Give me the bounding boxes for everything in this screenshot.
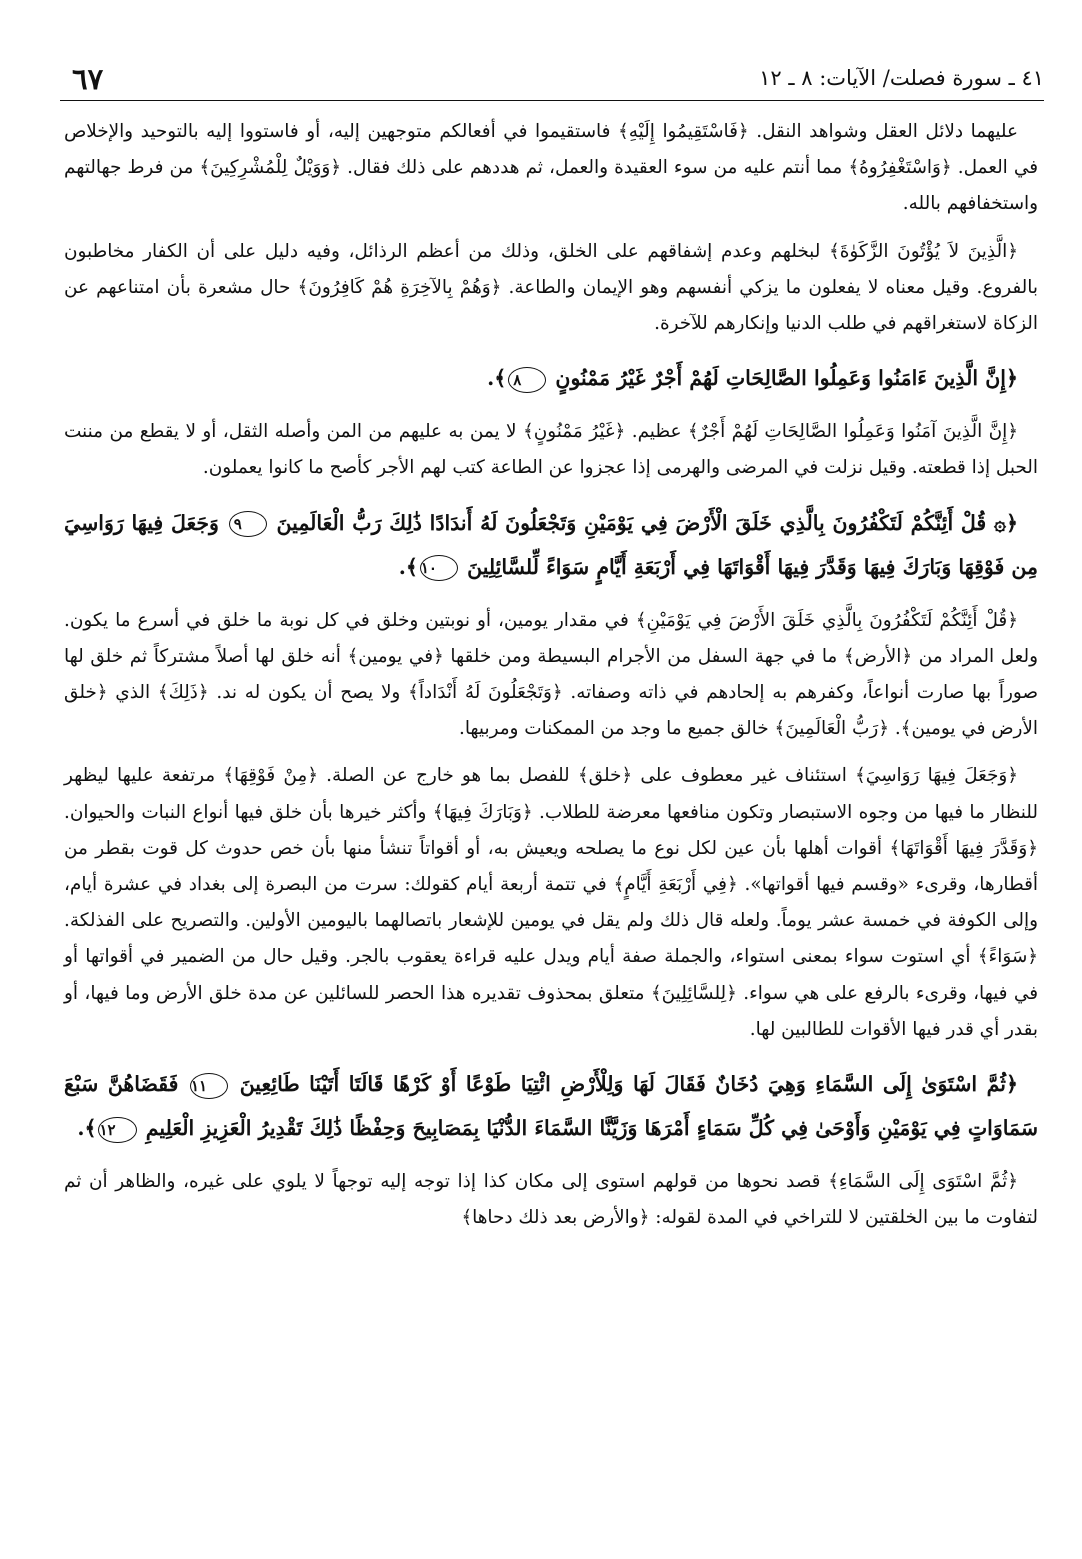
verse-end-bracket: ﴾.: [398, 554, 418, 579]
verse-text: ﴿۞ قُلْ أَئِنَّكُمْ لَتَكْفُرُونَ بِالَّذِي خَلَقَ الْأَرْضَ فِي يَوْمَيْنِ وَتَجْعَلُونَ لَهُ أَندَادًا ذَٰلِكَ رَبُّ الْعَالَمِينَ: [276, 510, 1019, 535]
verse-text: ﴿ثُمَّ اسْتَوَىٰ إِلَى السَّمَاءِ وَهِيَ دُخَانٌ فَقَالَ لَهَا وَلِلْأَرْضِ ائْتِيَا طَوْعًا أَوْ كَرْهًا قَالَتَا أَتَيْنَا طَائِعِينَ: [239, 1072, 1019, 1097]
commentary-paragraph: عليهما دلائل العقل وشواهد النقل. ﴿فَاسْتَقِيمُوا إِلَيْهِ﴾ فاستقيموا في أفعالكم متوجهين إليه، أو فاستووا إليه بالتوحيد والإخلاص في العمل. ﴿وَاسْتَغْفِرُوهُ﴾ مما أنتم عليه من سوء العقيدة والعمل، ثم هددهم على ذلك فقال. ﴿وَوَيْلٌ لِلْمُشْرِكِينَ﴾ من فرط جهالتهم واستخفافهم بالله.: [64, 121, 1038, 215]
commentary-paragraph: ﴿وَجَعَلَ فِيهَا رَوَاسِيَ﴾ استئناف غير معطوف على ﴿خلق﴾ للفصل بما هو خارج عن الصلة. ﴿مِنْ فَوْقِهَا﴾ مرتفعة عليها ليظهر للنظار ما فيها من وجوه الاستبصار وتكون منافعها معرضة للطلاب. ﴿وَبَارَكَ فِيهَا﴾ وأكثر خيرها بأن خلق فيها أنواع النبات والحيوان. ﴿وَقَدَّرَ فِيهَا أَقْوَاتَهَا﴾ أقوات أهلها بأن عين لكل نوع ما يصلحه ويعيش به، أو أقواتاً تنشأ منها بأن خص حدوث كل قوت بقطر من أقطارها، وقرىء «وقسم فيها أقواتها». ﴿فِي أَرْبَعَةِ أَيَّامٍ﴾ في تتمة أربعة أيام كقولك: سرت من البصرة إلى بغداد في عشرة أيام، وإلى الكوفة في خمسة عشر يوماً. ولعله قال ذلك ولم يقل في يومين للإشعار باتصالهما باليومين الأولين. والتصريح على الفذلكة. ﴿سَوَاءً﴾ أي استوت سواء بمعنى استواء، والجملة صفة أيام ويدل عليه قراءة يعقوب بالجر. وقيل حال من الضمير في أقواتها أو في فيها، وقرىء بالرفع على هي سواء. ﴿لِلسَّائِلِينَ﴾ متعلق بمحذوف تقديره هذا الحصر للسائلين عن مدة خلق الأرض وما فيها، أو بقدر أي قدر فيها الأقوات للطالبين لها.: [64, 765, 1038, 1040]
page-body: [64, 114, 1038, 1236]
commentary-paragraph: ﴿قُلْ أَئِنَّكُمْ لَتَكْفُرُونَ بِالَّذِي خَلَقَ الأَرْضَ فِي يَوْمَيْنِ﴾ في مقدار يومين، أو نوبتين وخلق في كل نوبة ما خلق في أسرع ما يكون. ولعل المراد من ﴿الأرض﴾ ما في جهة السفل من الأجرام البسيطة ومن خلقها ﴿في يومين﴾ أنه خلق لها أصلاً مشتركاً ثم خلق لها صوراً بها صارت أنواعاً، وكفرهم به إلحادهم في ذاته وصفاته. ﴿وَتَجْعَلُونَ لَهُ أَنْدَاداً﴾ ولا يصح أن يكون له ند. ﴿ذَلِكَ﴾ الذي ﴿خلق الأرض في يومين﴾. ﴿رَبُّ الْعَالَمِينَ﴾ خالق جميع ما وجد من الممكنات ومربيها.: [64, 609, 1038, 740]
verse-number-badge: ١١: [190, 1073, 228, 1099]
verse-text: وَجَعَلَ فِيهَا رَوَاسِيَ مِن فَوْقِهَا وَبَارَكَ فِيهَا وَقَدَّرَ فِيهَا أَقْوَاتَهَا فِي أَرْبَعَةِ أَيَّامٍ سَوَاءً لِّلسَّائِلِينَ: [64, 510, 1038, 579]
commentary-paragraph: ﴿إِنَّ الَّذِينَ آمَنُوا وَعَمِلُوا الصَّالِحَاتِ لَهُمْ أَجْرٌ﴾ عظيم. ﴿غَيْرُ مَمْنُونٍ﴾ لا يمن به عليهم من المن وأصله الثقل، أو لا يقطع من مننت الحبل إذا قطعته. وقيل نزلت في المرضى والهرمى إذا عجزوا عن الطاعة كتب لهم الأجر كأصح ما كانوا يعملون.: [64, 421, 1038, 479]
page-header: [60, 62, 1044, 101]
quran-verse-block: [64, 1062, 1038, 1150]
verse-text: فَقَضَاهُنَّ سَبْعَ سَمَاوَاتٍ فِي يَوْمَيْنِ وَأَوْحَىٰ فِي كُلِّ سَمَاءٍ أَمْرَهَا وَزَيَّنَّا السَّمَاءَ الدُّنْيَا بِمَصَابِيحَ وَحِفْظًا ذَٰلِكَ تَقْدِيرُ الْعَزِيزِ الْعَلِيمِ: [64, 1072, 1038, 1141]
quran-verse-block: [64, 356, 1038, 400]
page-number: ٦٧: [72, 62, 104, 96]
commentary-paragraph: ﴿ثُمَّ اسْتَوَى إِلَى السَّمَاءِ﴾ قصد نحوها من قولهم استوى إلى مكان كذا إذا توجه إليه توجهاً لا يلوي على غيره، والظاهر أن ثم لتفاوت ما بين الخلقتين لا للتراخي في المدة لقوله: ﴿والأرض بعد ذلك دحاها﴾: [64, 1171, 1038, 1229]
verse-number-badge: ٩: [229, 511, 267, 537]
verse-number-badge: ١٢: [98, 1117, 136, 1143]
verse-end-bracket: ﴾.: [77, 1116, 97, 1141]
quran-verse-block: [64, 501, 1038, 589]
commentary-paragraph: ﴿الَّذِينَ لاَ يُؤْتُونَ الزَّكَوٰةَ﴾ لبخلهم وعدم إشفاقهم على الخلق، وذلك من أعظم الرذائل، وفيه دليل على أن الكفار مخاطبون بالفروع. وقيل معناه لا يفعلون ما يزكي أنفسهم وهو الإيمان والطاعة. ﴿وَهُمْ بِالآخِرَةِ هُمْ كَافِرُونَ﴾ حال مشعرة بأن امتناعهم عن الزكاة لاستغراقهم في طلب الدنيا وإنكارهم للآخرة.: [64, 240, 1038, 335]
verse-text: ﴿إِنَّ الَّذِينَ ءَامَنُوا وَعَمِلُوا الصَّالِحَاتِ لَهُمْ أَجْرٌ غَيْرُ مَمْنُونٍ: [555, 366, 1018, 391]
running-title: ٤١ ـ سورة فصلت/ الآيات: ٨ ـ ١٢: [759, 66, 1044, 90]
verse-end-bracket: ﴾.: [487, 366, 507, 391]
verse-number-badge: ١٠: [420, 555, 458, 581]
verse-number-badge: ٨: [508, 367, 546, 393]
